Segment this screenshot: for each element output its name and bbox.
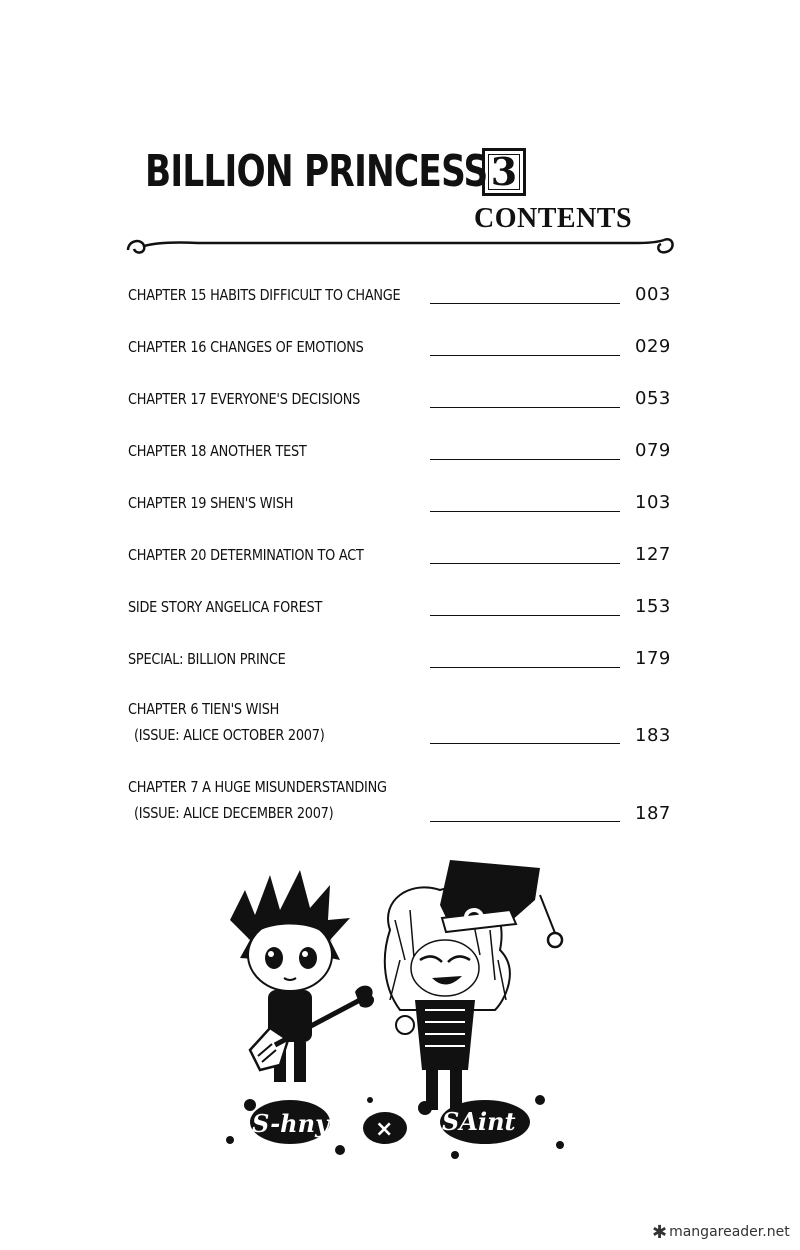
toc-page-number: 029 (635, 336, 671, 357)
toc-page-number: 153 (635, 596, 671, 617)
toc-page-number: 003 (635, 284, 671, 305)
toc-chapter-title: SPECIAL: BILLION PRINCE (128, 650, 286, 668)
toc-page-number: 079 (635, 440, 671, 461)
toc-page-number: 127 (635, 544, 671, 565)
toc-page-number: 183 (635, 725, 671, 746)
toc-chapter-title: CHAPTER 7 A HUGE MISUNDERSTANDING (128, 778, 387, 796)
toc-page-number: 103 (635, 492, 671, 513)
toc-chapter-title: CHAPTER 19 SHEN'S WISH (128, 494, 294, 512)
chibi-characters-illustration (210, 860, 580, 1180)
toc-leader-line (430, 407, 620, 408)
site-watermark (652, 1222, 790, 1243)
toc-chapter-issue: (ISSUE: ALICE DECEMBER 2007) (134, 804, 334, 822)
volume-number-box: 3 (482, 148, 526, 196)
toc-leader-line (430, 303, 620, 304)
toc-chapter-title: CHAPTER 6 TIEN'S WISH (128, 700, 280, 718)
toc-leader-line (430, 459, 620, 460)
signature-mid: × (375, 1117, 394, 1142)
chibi-hatted-character (385, 860, 562, 1110)
toc-page-number: 179 (635, 648, 671, 669)
decorative-flourish-divider (118, 222, 678, 262)
signature-right: SAint (442, 1107, 516, 1136)
toc-leader-line (430, 511, 620, 512)
toc-leader-line (430, 615, 620, 616)
toc-chapter-title: SIDE STORY ANGELICA FOREST (128, 598, 323, 616)
book-title: BILLION PRINCESS (145, 146, 488, 197)
toc-leader-line (430, 667, 620, 668)
toc-chapter-issue: (ISSUE: ALICE OCTOBER 2007) (134, 726, 325, 744)
toc-chapter-title: CHAPTER 17 EVERYONE'S DECISIONS (128, 390, 361, 408)
toc-chapter-title: CHAPTER 20 DETERMINATION TO ACT (128, 546, 364, 564)
signature-left: S-hny (252, 1109, 330, 1138)
toc-chapter-title: CHAPTER 18 ANOTHER TEST (128, 442, 307, 460)
toc-page-number: 053 (635, 388, 671, 409)
contents-heading: CONTENTS (474, 203, 633, 234)
toc-leader-line (430, 821, 620, 822)
toc-chapter-title: CHAPTER 16 CHANGES OF EMOTIONS (128, 338, 364, 356)
toc-chapter-title: CHAPTER 15 HABITS DIFFICULT TO CHANGE (128, 286, 401, 304)
toc-leader-line (430, 743, 620, 744)
toc-leader-line (430, 355, 620, 356)
toc-leader-line (430, 563, 620, 564)
watermark-text: mangareader.net (669, 1224, 790, 1240)
toc-page-number: 187 (635, 803, 671, 824)
chibi-boy-guitarist (230, 870, 374, 1082)
splat-icon: ✱ (652, 1222, 668, 1243)
